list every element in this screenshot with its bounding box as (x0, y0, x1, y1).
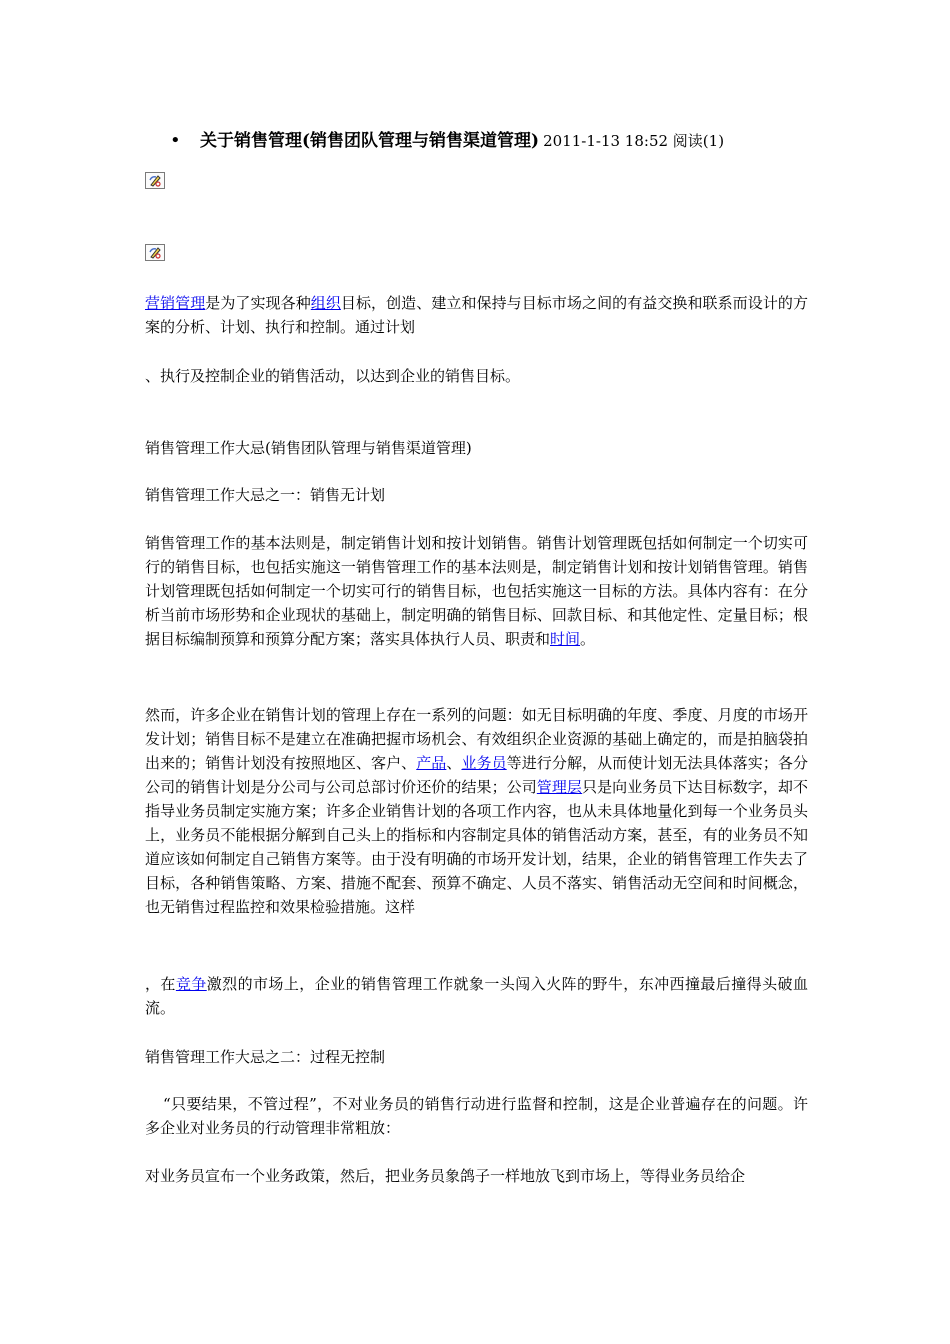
taboo1-paragraph-1: 销售管理工作的基本法则是，制定销售计划和按计划销售。销售计划管理既包括如何制定一个切实可行的销售目标，也包括实施这一销售管理工作的基本法则是，制定销售计划和按计划销售管理。销售计划管理既包括如何制定一个切实可行的销售目标，也包括实施这一目标的方法。具体内容有：在分析当前市场形势和企业现状的基础上，制定明确的销售目标、回款目标、和其他定性、定量目标；根据目标编制预算和预算分配方案；落实具体执行人员、职责和时间。 (145, 534, 808, 648)
post-title[interactable]: 关于销售管理(销售团队管理与销售渠道管理) (200, 131, 540, 151)
broken-image-icon (145, 172, 165, 189)
section-heading: 销售管理工作大忌(销售团队管理与销售渠道管理) (145, 439, 472, 457)
taboo1-heading: 销售管理工作大忌之一：销售无计划 (145, 486, 386, 504)
taboo2-paragraph-2: 对业务员宣布一个业务政策，然后，把业务员象鸽子一样地放飞到市场上，等得业务员给企 (145, 1167, 746, 1185)
intro-paragraph-continued: 、执行及控制企业的销售活动，以达到企业的销售目标。 (145, 367, 521, 385)
taboo2-paragraph-1: “只要结果，不管过程”，不对业务员的销售行动进行监督和控制，这是企业普遍存在的问题。许多企业对业务员的行动管理非常粗放： (145, 1095, 808, 1137)
taboo1-paragraph-2: 然而，许多企业在销售计划的管理上存在一系列的问题：如无目标明确的年度、季度、月度的市场开发计划；销售目标不是建立在准确把握市场机会、有效组织企业资源的基础上确定的，而是拍脑袋拍出来的；销售计划没有按照地区、客户、产品、业务员等进行分解，从而使计划无法具体落实；各分公司的销售计划是分公司与公司总部讨价还价的结果；公司管理层只是向业务员下达目标数字，却不指导业务员制定实施方案；许多企业销售计划的各项工作内容，也从未具体地量化到每一个业务员头上，业务员不能根据分解到自己头上的指标和内容制定具体的销售活动方案，甚至，有的业务员不知道应该如何制定自己销售方案等。由于没有明确的市场开发计划，结果，企业的销售管理工作失去了目标，各种销售策略、方案、措施不配套、预算不确定、人员不落实、销售活动无空间和时间概念，也无销售过程监控和效果检验措施。这样 (145, 706, 808, 916)
link-competition[interactable]: 竞争 (175, 975, 207, 993)
post-meta: 2011-1-13 18:52 阅读(1) (543, 132, 725, 150)
link-organization[interactable]: 组织 (310, 294, 341, 312)
link-management-level[interactable]: 管理层 (536, 778, 583, 796)
broken-image-icon (145, 244, 165, 261)
link-time[interactable]: 时间 (550, 630, 581, 648)
taboo1-paragraph-3: ，在竞争激烈的市场上，企业的销售管理工作就象一头闯入火阵的野牛，东冲西撞最后撞得头破血流。 (145, 975, 808, 1017)
link-marketing-management[interactable]: 营销管理 (145, 294, 206, 312)
taboo2-heading: 销售管理工作大忌之二：过程无控制 (145, 1048, 386, 1066)
post-title-row (170, 126, 870, 151)
bullet-icon: • (170, 130, 181, 151)
link-salesperson[interactable]: 业务员 (461, 754, 507, 772)
intro-paragraph: 营销管理是为了实现各种组织目标，创造、建立和保持与目标市场之间的有益交换和联系而设计的方案的分析、计划、执行和控制。通过计划 (145, 294, 808, 336)
link-product[interactable]: 产品 (416, 754, 447, 772)
